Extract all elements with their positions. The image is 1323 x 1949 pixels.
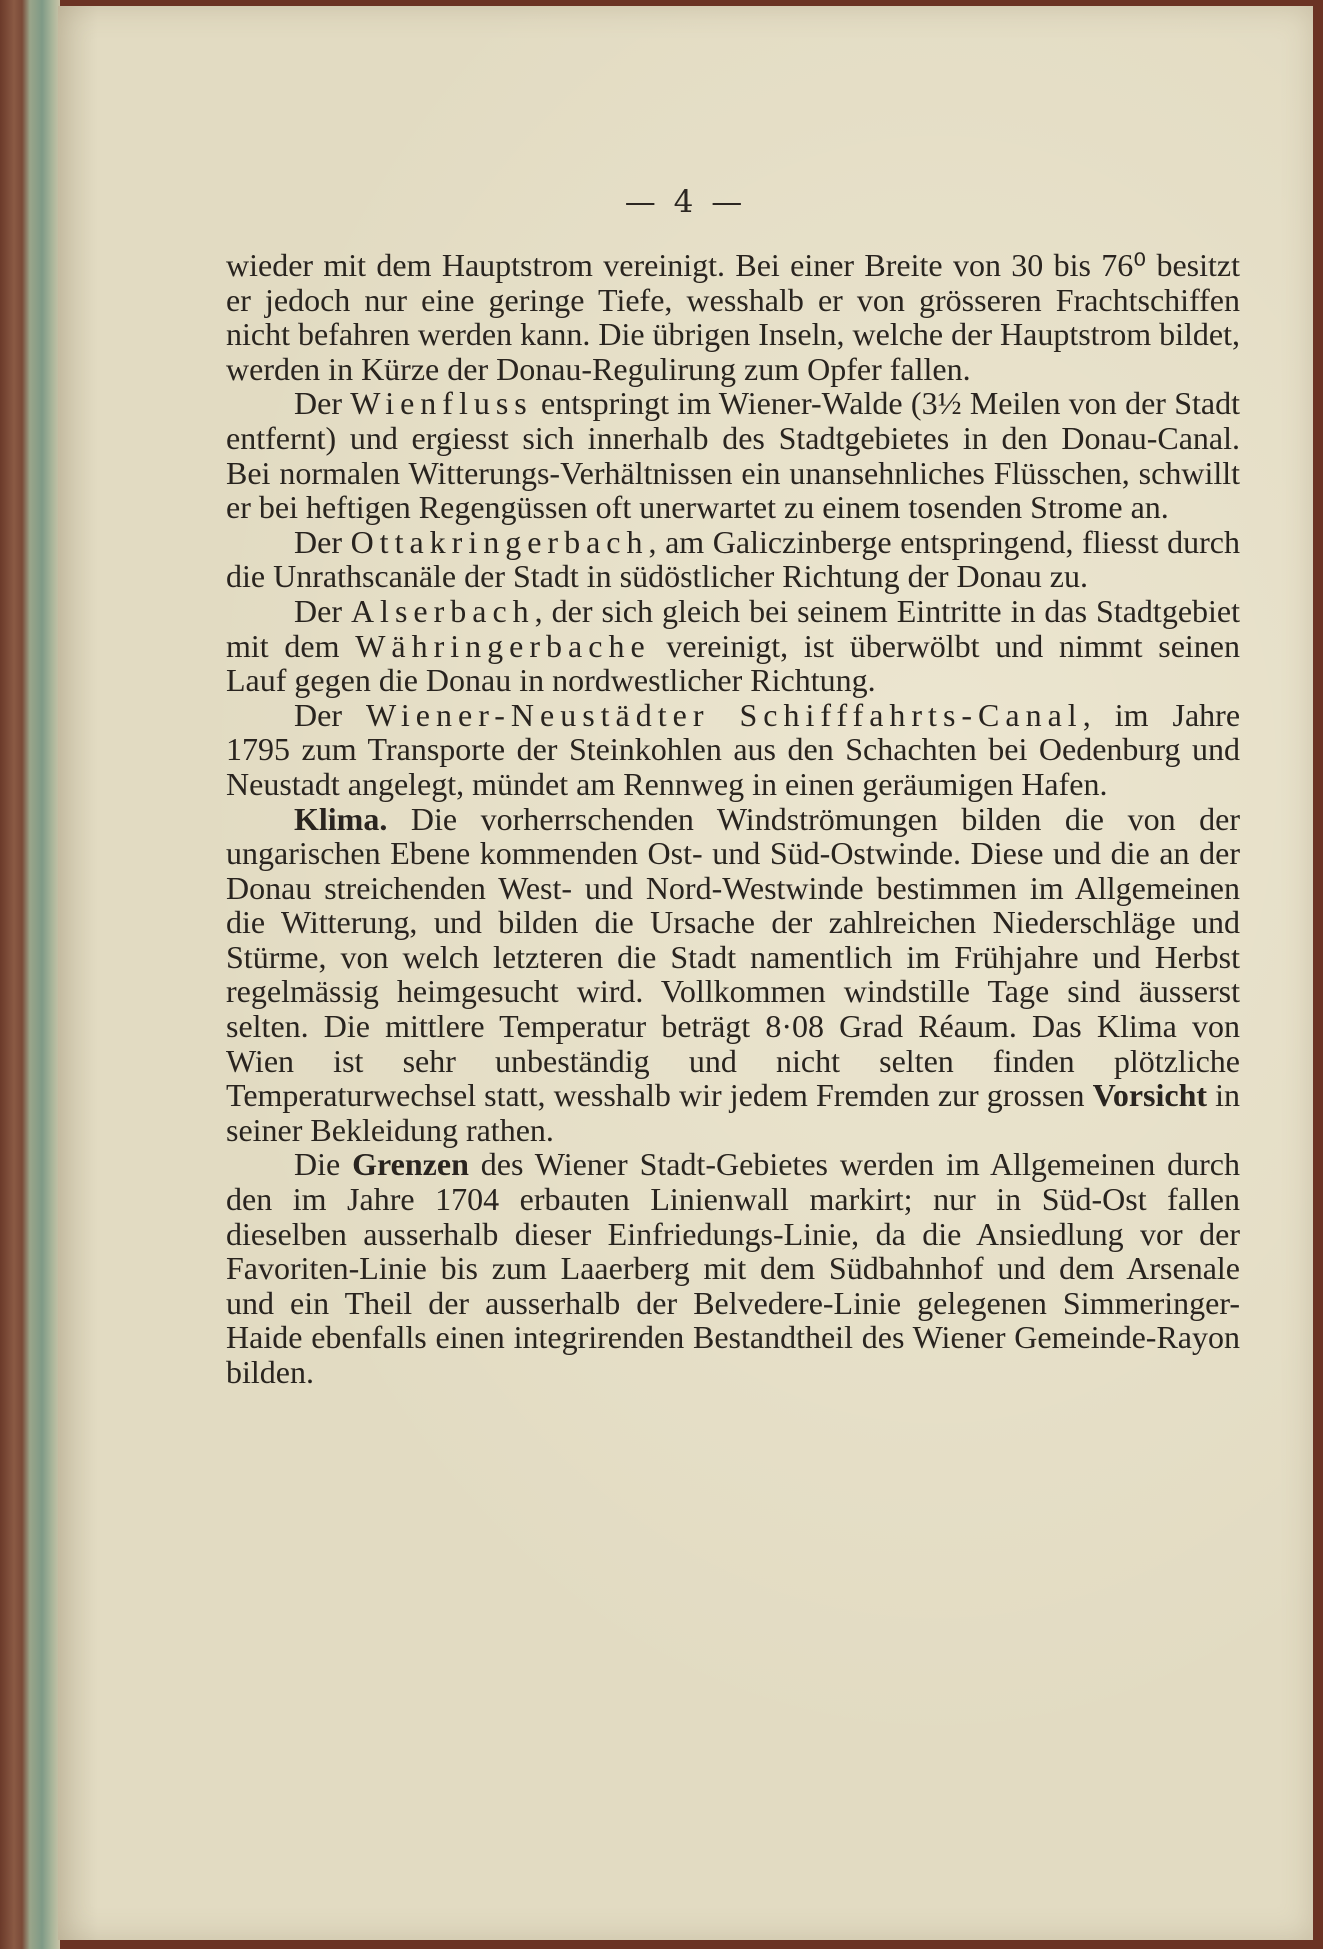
- spaced-term: Alserbach: [350, 592, 535, 629]
- paragraph-wienfluss: [226, 386, 1240, 524]
- section-heading: Klima.: [294, 800, 388, 837]
- bold-term: Grenzen: [352, 1146, 469, 1183]
- paragraph-text: , im Jahre 1795 zum Transporte der Steinkohlen aus den Schachten bei Oedenburg und Neustadt angelegt, mündet am Rennweg in einen geräumigen Hafen.: [226, 696, 1241, 802]
- paragraph-text: Der: [294, 592, 351, 629]
- paragraph-text: Die vorherrschenden Windströmungen bilden die von der ungarischen Ebene kommenden Ost- und Süd-Ostwinde. Diese und die an der Donau streichenden West- und Nord-Westwinde bestimmen im Allgemeinen die Witterung, und bilden die Ursache der zahlreichen Niederschläge und Stürme, von welch letzteren die Stadt namentlich im Frühjahre und Herbst regelmässig heimgesucht wird. Vollkommen windstille Tage sind äusserst selten. Die mittlere Temperatur beträgt 8·08 Grad Réaum. Das Klima von Wien ist sehr unbeständig und nicht selten finden plötzliche Temperaturwechsel statt, wesshalb wir jedem Fremden zur grossen: [226, 800, 1240, 1114]
- paragraph-text: vereinigt, ist überwölbt und nimmt seinen Lauf gegen die Donau in nordwestlicher Richtung.: [226, 627, 1241, 699]
- paragraph-klima: [226, 802, 1240, 1148]
- paragraph-text: wieder mit dem Hauptstrom vereinigt. Bei einer Breite von 30 bis 76⁰ besitzt er jedoch nur eine geringe Tiefe, wesshalb er von grösseren Frachtschiffen nicht befahren werden kann. Die übrigen Inseln, welche der Hauptstrom bildet, werden in Kürze der Donau-Regulirung zum Opfer fallen.: [226, 247, 1240, 387]
- spaced-term: Wiener-Neustädter Schifffahrts-Canal: [365, 696, 1083, 733]
- paragraph-text: Der: [294, 523, 351, 560]
- paragraph-text: Die: [294, 1146, 353, 1183]
- book-spine: [0, 0, 60, 1949]
- bold-term: Vorsicht: [1092, 1077, 1208, 1114]
- paragraph-text: Der: [294, 696, 366, 733]
- paragraph-grenzen: [226, 1147, 1240, 1389]
- spaced-term: Ottakringerbach: [350, 523, 649, 560]
- paragraph-1: [226, 248, 1240, 386]
- spaced-term: Wienfluss: [350, 385, 533, 422]
- paragraph-text: , der sich gleich bei seinem Eintritte in das Stadtgebiet mit dem: [226, 592, 1241, 664]
- paragraph-text: in seiner Bekleidung rathen.: [226, 1077, 1241, 1148]
- paragraph-text: , am Galiczinberge entspringend, fliesst durch die Unrathscanäle der Stadt in südöstlicher Richtung der Donau zu.: [226, 523, 1240, 595]
- paragraph-text: Der: [294, 385, 351, 422]
- page-number: — 4 —: [624, 184, 747, 220]
- paragraph-alserbach: [226, 594, 1240, 698]
- body-text: [226, 248, 1240, 1390]
- paragraph-text: des Wiener Stadt-Gebietes werden im Allgemeinen durch den im Jahre 1704 erbauten Linienwall markirt; nur in Süd-Ost fallen dieselben ausserhalb dieser Einfriedungs-Linie, da die Ansiedlung vor der Favoriten-Linie bis zum Laaerberg mit dem Südbahnhof und dem Arsenale und ein Theil der ausserhalb der Belvedere-Linie gelegenen Simmeringer-Haide ebenfalls einen integrirenden Bestandtheil des Wiener Gemeinde-Rayon bilden.: [226, 1146, 1241, 1390]
- paragraph-canal: [226, 698, 1240, 802]
- paragraph-ottakringerbach: [226, 525, 1240, 594]
- spaced-term: Währingerbache: [355, 627, 651, 664]
- paragraph-text: entspringt im Wiener-Walde (3½ Meilen von der Stadt entfernt) und ergiesst sich innerhalb des Stadtgebietes in den Donau-Canal. Bei normalen Witterungs-Verhältnissen ein unansehnliches Flüsschen, schwillt er bei heftigen Regengüssen oft unerwartet zu einem tosenden Strome an.: [226, 385, 1241, 526]
